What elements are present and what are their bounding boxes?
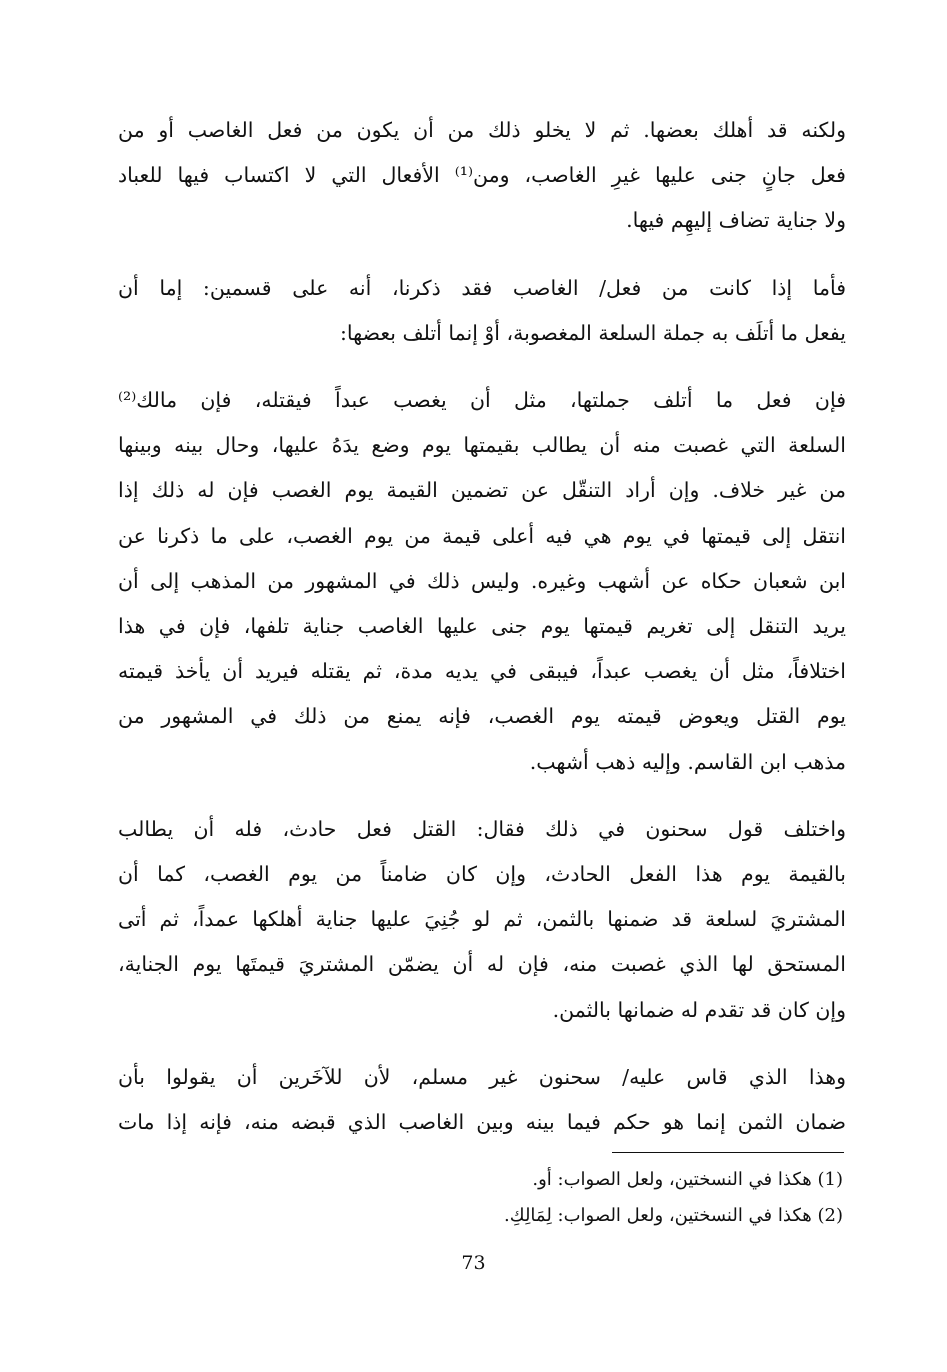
text-line: انتقل إلى قيمتها في يوم هي فيه أعلى قيمة من يوم الغصب، على ما ذكرنا عن [118,523,846,548]
footnotes [343,1162,843,1234]
text-line: يوم القتل ويعوض قيمته يوم الغصب، فإنه يمنع من ذلك في المشهور من [118,704,846,729]
text-line: المشتريَ لسلعة قد ضمنها بالثمن، ثم لو جُنِيَ عليها جناية أهلكها عمداً، ثم أتى [118,907,846,932]
text-line: اختلافاً، مثل أن يغصب عبداً، فيبقى في يديه مدة، ثم يقتله فيريد أن يأخذ قيمته [118,659,846,684]
page-number: 73 [461,1252,486,1274]
footnote-1: (1) هكذا في النسختين، ولعل الصواب: أو. [532,1169,843,1190]
paragraph-1 [118,108,846,244]
text-line: ولكنه قد أهلك بعضها. ثم لا يخلو ذلك من أن يكون من فعل الغاصب أو من [118,118,846,142]
paragraph-3 [118,378,846,785]
text-line: فإن فعل ما أتلف جملتها، مثل أن يغصب عبداً فيقتله، فإن مالك⁽²⁾ [118,388,846,413]
paragraph-5 [118,1055,846,1145]
paragraph-4 [118,807,846,1033]
text-line: فعل جانٍ جنى عليها غيرِ الغاصب، ومن⁽¹⁾ الأفعال التي لا اكتساب فيها للعباد [118,163,846,188]
text-line: ضمان الثمن إنما هو حكم فيما بينه وبين الغاصب الذي قبضه منه، فإنه إذا مات [118,1110,846,1135]
paragraph-2 [118,266,846,356]
footnote-separator [612,1152,844,1153]
text-line: وهذا الذي قاس عليه/ سحنون غير مسلم، لأن للآخَرين أن يقولوا بأن [118,1064,846,1089]
text-line: بالقيمة يوم هذا الفعل الحادث، وإن كان ضامناً من يوم الغصب، كما أن [118,862,846,887]
text-line: مذهب ابن القاسم. وإليه ذهب أشهب. [529,749,846,774]
text-line: السلعة التي غصبت منه أن يطالب بقيمتها يوم وضع يدَهُ عليها، وحال بينه وبينها [118,433,846,458]
text-line: ابن شعبان حكاه عن أشهب وغيره. وليس ذلك في المشهور من المذهب إلى أن [118,568,846,593]
text-line: يريد التنقل إلى تغريم قيمتها يوم جنى عليها الغاصب جناية تلفها، فإن في هذا [118,614,846,639]
text-line: من غير خلاف. وإن أراد التنقّل عن تضمين القيمة يوم الغصب فإن له ذلك إذا [118,478,846,503]
footnote-2: (2) هكذا في النسختين، ولعل الصواب: لِمَالِكِ. [504,1205,843,1226]
text-line: فأما إذا كانت من فعل/ الغاصب فقد ذكرنا، أنه على قسمين: إما أن [118,275,846,300]
text-line: يفعل ما أتلَف به جملة السلعة المغصوبة، أوْ إنما أتلف بعضها: [339,320,846,345]
text-line: واختلف قول سحنون في ذلك فقال: القتل فعل حادث، فله أن يطالب [118,816,846,841]
text-line: وإن كان قد تقدم له ضمانها بالثمن. [552,997,846,1022]
text-line: المستحق لها الذي غصبت منه، فإن له أن يضمّن المشتريَ قيمتَها يوم الجناية، [118,952,846,977]
page-body [118,108,846,1167]
text-line: ولا جناية تضاف إليهِم فيها. [626,208,846,233]
